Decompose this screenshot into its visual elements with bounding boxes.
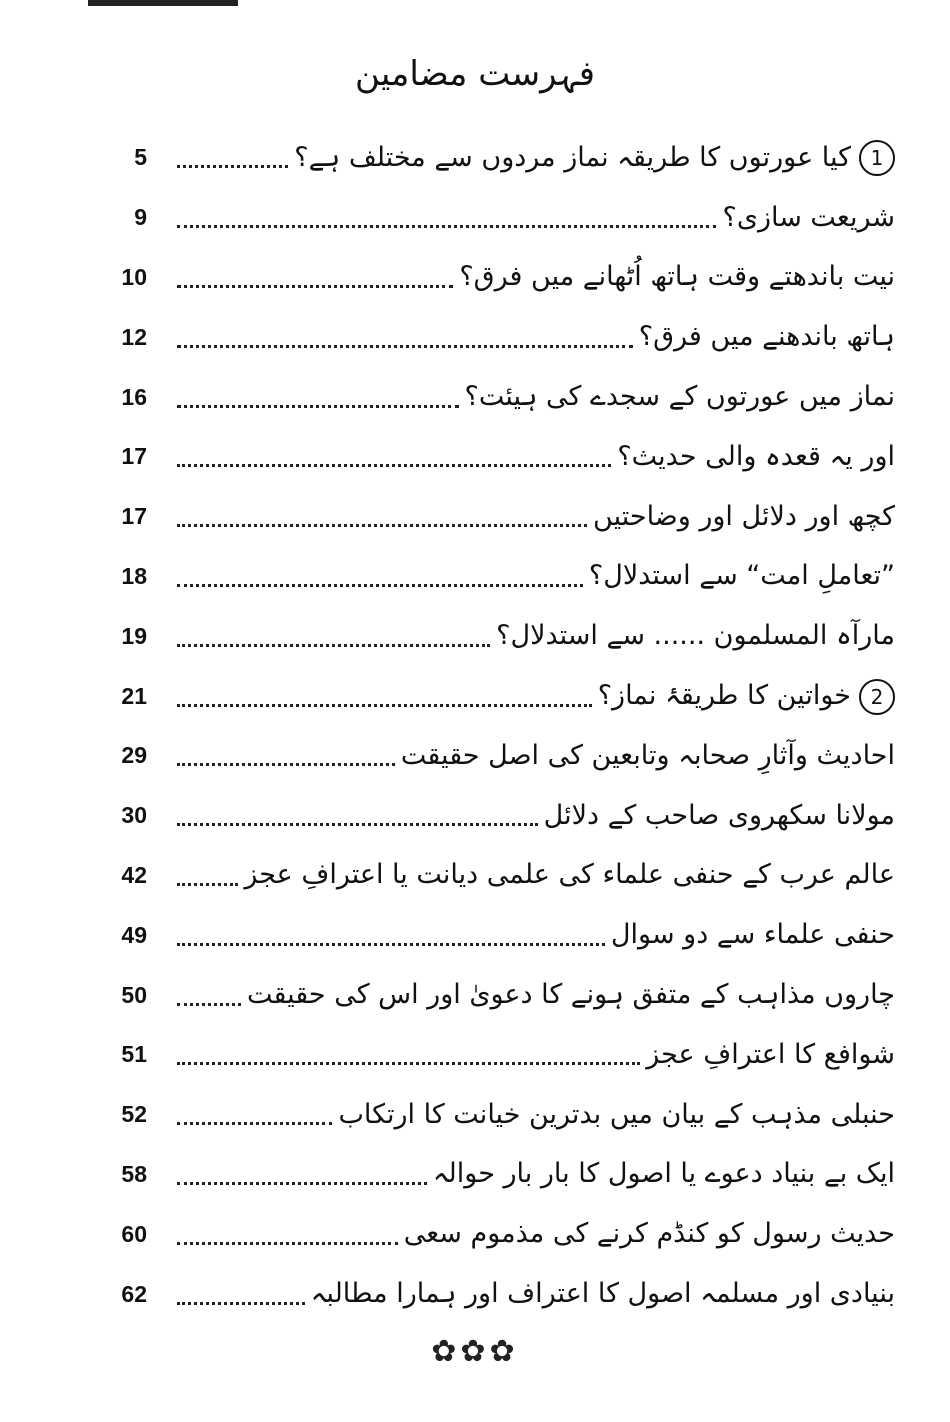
toc-entry-title: [401, 736, 895, 776]
toc-entry-text: نماز میں عورتوں کے سجدے کی ہیئت؟: [464, 381, 895, 413]
toc-entry: [95, 1264, 895, 1324]
flower-ornament-icon: ✿✿✿: [431, 1334, 519, 1369]
dotted-leader: [177, 805, 538, 826]
toc-entry: [95, 1025, 895, 1085]
toc-entry: [95, 606, 895, 666]
toc-page-number: 51: [121, 1041, 147, 1068]
toc-entry-title: [593, 497, 895, 537]
section-number-circle: 2: [859, 679, 895, 715]
dotted-leader: [177, 626, 490, 647]
toc-entry-title: [646, 1035, 895, 1075]
dotted-leader: [177, 686, 592, 707]
toc-entry-title: [639, 317, 895, 357]
toc-page-number: 62: [121, 1280, 147, 1307]
toc-entry-text: ایک بے بنیاد دعوے یا اصول کا بار بار حوالہ: [432, 1158, 895, 1190]
toc-entry: [95, 846, 895, 906]
toc-page-number: 18: [121, 562, 147, 589]
top-rule: [88, 0, 238, 6]
toc-page-number: 21: [121, 682, 147, 709]
toc-entry-title: [433, 1154, 895, 1194]
toc-entry-title: [589, 556, 895, 596]
toc-entry-text: احادیث وآثارِ صحابہ وتابعین کی اصل حقیقت: [400, 739, 895, 771]
toc-entry-text: شریعت سازی؟: [722, 201, 895, 233]
toc-entry-title: [247, 975, 895, 1015]
dotted-leader: [177, 745, 395, 766]
toc-page-number: 30: [121, 802, 147, 829]
toc-page-number: 19: [121, 622, 147, 649]
toc-entry-text: حنفی علماء سے دو سوال: [610, 919, 895, 951]
toc-entry-text: شوافع کا اعترافِ عجز: [646, 1038, 895, 1070]
toc-entry-text: حنبلی مذہب کے بیان میں بدترین خیانت کا ارتکاب: [338, 1098, 895, 1130]
toc-entry-text: کیا عورتوں کا طریقہ نماز مردوں سے مختلف ہے؟: [294, 141, 851, 173]
toc-entry: [95, 427, 895, 487]
toc-page-number: 52: [121, 1101, 147, 1128]
toc-entry-text: اور یہ قعدہ والی حدیث؟: [617, 440, 895, 472]
toc-entry-text: نیت باندھتے وقت ہاتھ اُٹھانے میں فرق؟: [459, 261, 895, 293]
dotted-leader: [177, 1044, 640, 1065]
toc-entry: [95, 905, 895, 965]
dotted-leader: [177, 925, 605, 946]
toc-entry: [95, 487, 895, 547]
toc-entry: [95, 128, 895, 188]
dotted-leader: [177, 207, 716, 228]
toc-entry-text: مارآہ المسلمون ...... سے استدلال؟: [496, 620, 895, 652]
toc-entry-title: [311, 1274, 895, 1314]
table-of-contents: [95, 128, 895, 1324]
toc-entry-title: [496, 616, 895, 656]
toc-entry-title: [338, 1095, 895, 1135]
toc-page-number: 17: [121, 503, 147, 530]
toc-entry-text: ”تعاملِ امت“ سے استدلال؟: [588, 560, 895, 592]
dotted-leader: [177, 267, 453, 288]
dotted-leader: [177, 985, 241, 1006]
toc-page-number: 58: [121, 1160, 147, 1187]
toc-entry-title: [722, 198, 895, 238]
dotted-leader: [177, 147, 288, 168]
toc-entry: [95, 188, 895, 248]
toc-entry: [95, 1085, 895, 1145]
toc-page-number: 42: [121, 861, 147, 888]
toc-page-number: 5: [134, 144, 147, 171]
toc-entry: [95, 1145, 895, 1205]
toc-entry: [95, 1204, 895, 1264]
toc-page-number: 17: [121, 443, 147, 470]
toc-entry-text: مولانا سکھروی صاحب کے دلائل: [543, 799, 895, 831]
toc-entry-text: چاروں مذاہب کے متفق ہونے کا دعویٰ اور اس کی حقیقت: [246, 979, 895, 1011]
dotted-leader: [177, 566, 583, 587]
toc-entry-title: [598, 676, 895, 716]
toc-page-number: 49: [121, 921, 147, 948]
dotted-leader: [177, 446, 611, 467]
dotted-leader: [177, 1224, 398, 1245]
toc-entry-title: [465, 377, 895, 417]
toc-entry-text: کچھ اور دلائل اور وضاحتیں: [593, 500, 895, 532]
toc-entry: [95, 786, 895, 846]
toc-entry-text: حدیث رسول کو کنڈم کرنے کی مذموم سعی: [403, 1218, 895, 1250]
toc-entry-text: بنیادی اور مسلمہ اصول کا اعتراف اور ہمارا مطالبہ: [310, 1278, 895, 1310]
page-title: فہرست مضامین: [354, 54, 596, 94]
toc-entry: [95, 367, 895, 427]
toc-entry-title: [244, 855, 895, 895]
toc-entry-title: [459, 257, 895, 297]
toc-entry-title: [404, 1214, 895, 1254]
toc-entry: [95, 248, 895, 308]
toc-entry-text: ہاتھ باندھنے میں فرق؟: [638, 321, 895, 353]
toc-entry-text: خواتین کا طریقۂ نماز؟: [597, 680, 851, 712]
toc-entry: [95, 307, 895, 367]
toc-entry: [95, 666, 895, 726]
toc-entry-title: [544, 796, 895, 836]
section-number-circle: 1: [859, 140, 895, 176]
toc-entry-text: عالم عرب کے حنفی علماء کی علمی دیانت یا اعترافِ عجز: [244, 859, 895, 891]
dotted-leader: [177, 865, 238, 886]
toc-entry-title: [294, 138, 895, 178]
dotted-leader: [177, 1164, 427, 1185]
toc-entry-title: [611, 915, 895, 955]
toc-entry: [95, 965, 895, 1025]
toc-page-number: 29: [121, 742, 147, 769]
toc-page-number: 60: [121, 1220, 147, 1247]
toc-page-number: 50: [121, 981, 147, 1008]
dotted-leader: [177, 1284, 305, 1305]
toc-page-number: 9: [134, 204, 147, 231]
toc-entry: [95, 547, 895, 607]
toc-page-number: 16: [121, 383, 147, 410]
dotted-leader: [177, 506, 587, 527]
dotted-leader: [177, 1104, 332, 1125]
dotted-leader: [177, 327, 633, 348]
dotted-leader: [177, 387, 459, 408]
toc-page-number: 12: [121, 323, 147, 350]
toc-entry-title: [617, 437, 895, 477]
toc-page-number: 10: [121, 263, 147, 290]
toc-entry: [95, 726, 895, 786]
